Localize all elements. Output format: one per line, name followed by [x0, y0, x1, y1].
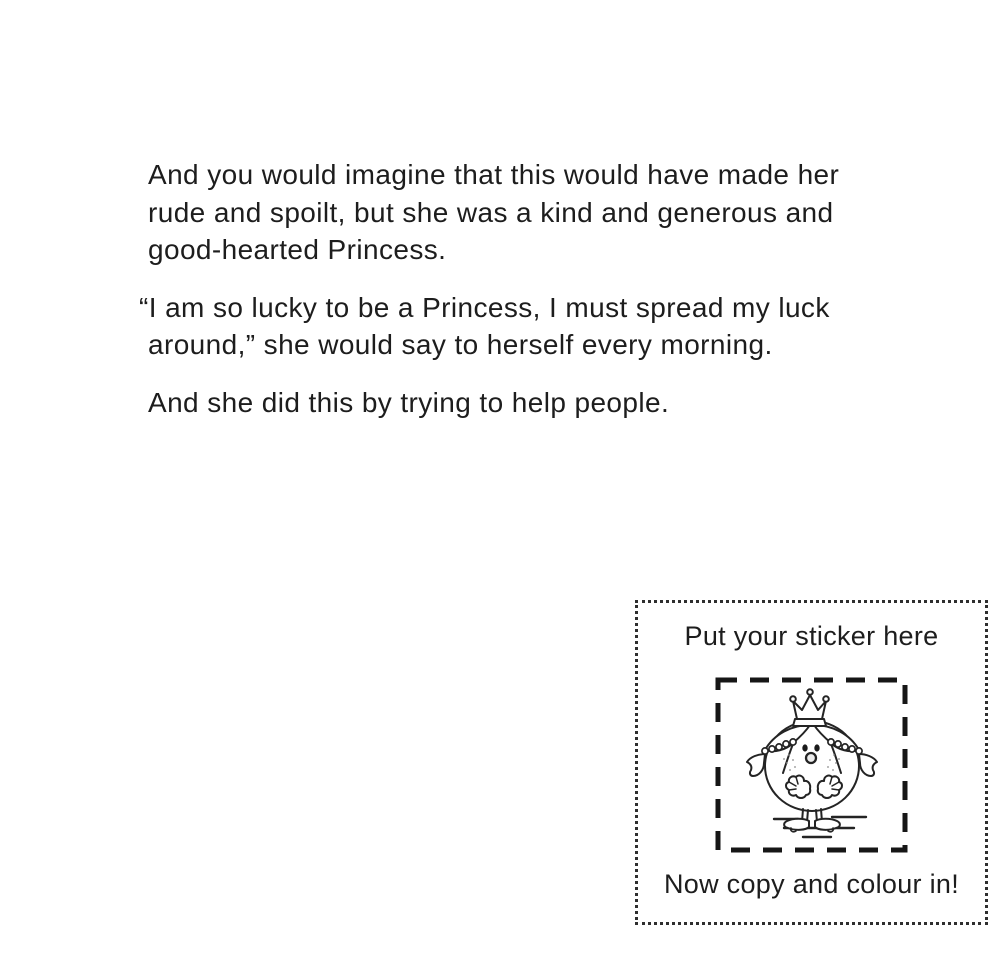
- crown-icon: [793, 695, 826, 719]
- paragraph-1: [148, 156, 948, 269]
- character-left-eye: [802, 744, 807, 751]
- character-illustration: [747, 689, 877, 837]
- crown-ball-left: [790, 696, 796, 702]
- sticker-box-title: Put your sticker here: [684, 621, 939, 651]
- hair-right-wing: [859, 754, 877, 776]
- character-nose: [806, 753, 816, 763]
- character-right-eye: [814, 744, 819, 751]
- story-line: And you would imagine that this would have made her: [148, 159, 840, 190]
- sticker-placement-area: [714, 676, 909, 854]
- paragraph-3: [148, 384, 948, 422]
- paragraph-2: [139, 289, 948, 364]
- sticker-box-caption: Now copy and colour in!: [663, 869, 960, 899]
- character-left-shoe: [784, 819, 809, 830]
- crown-band: [793, 719, 826, 726]
- hair-left-wing: [747, 754, 765, 776]
- story-line: And she did this by trying to help people.: [148, 386, 670, 418]
- story-line: “I am so lucky to be a Princess, I must spread my luck: [139, 291, 830, 323]
- story-line: good-hearted Princess.: [148, 234, 447, 265]
- sticker-box: [635, 600, 988, 925]
- character-right-shoe: [815, 819, 840, 830]
- story-line: rude and spoilt, but she was a kind and generous and: [148, 196, 834, 228]
- story-text: [139, 156, 948, 441]
- crown-ball-center: [807, 689, 813, 695]
- crown-ball-right: [823, 696, 829, 702]
- story-line: around,” she would say to herself every morning.: [148, 329, 773, 360]
